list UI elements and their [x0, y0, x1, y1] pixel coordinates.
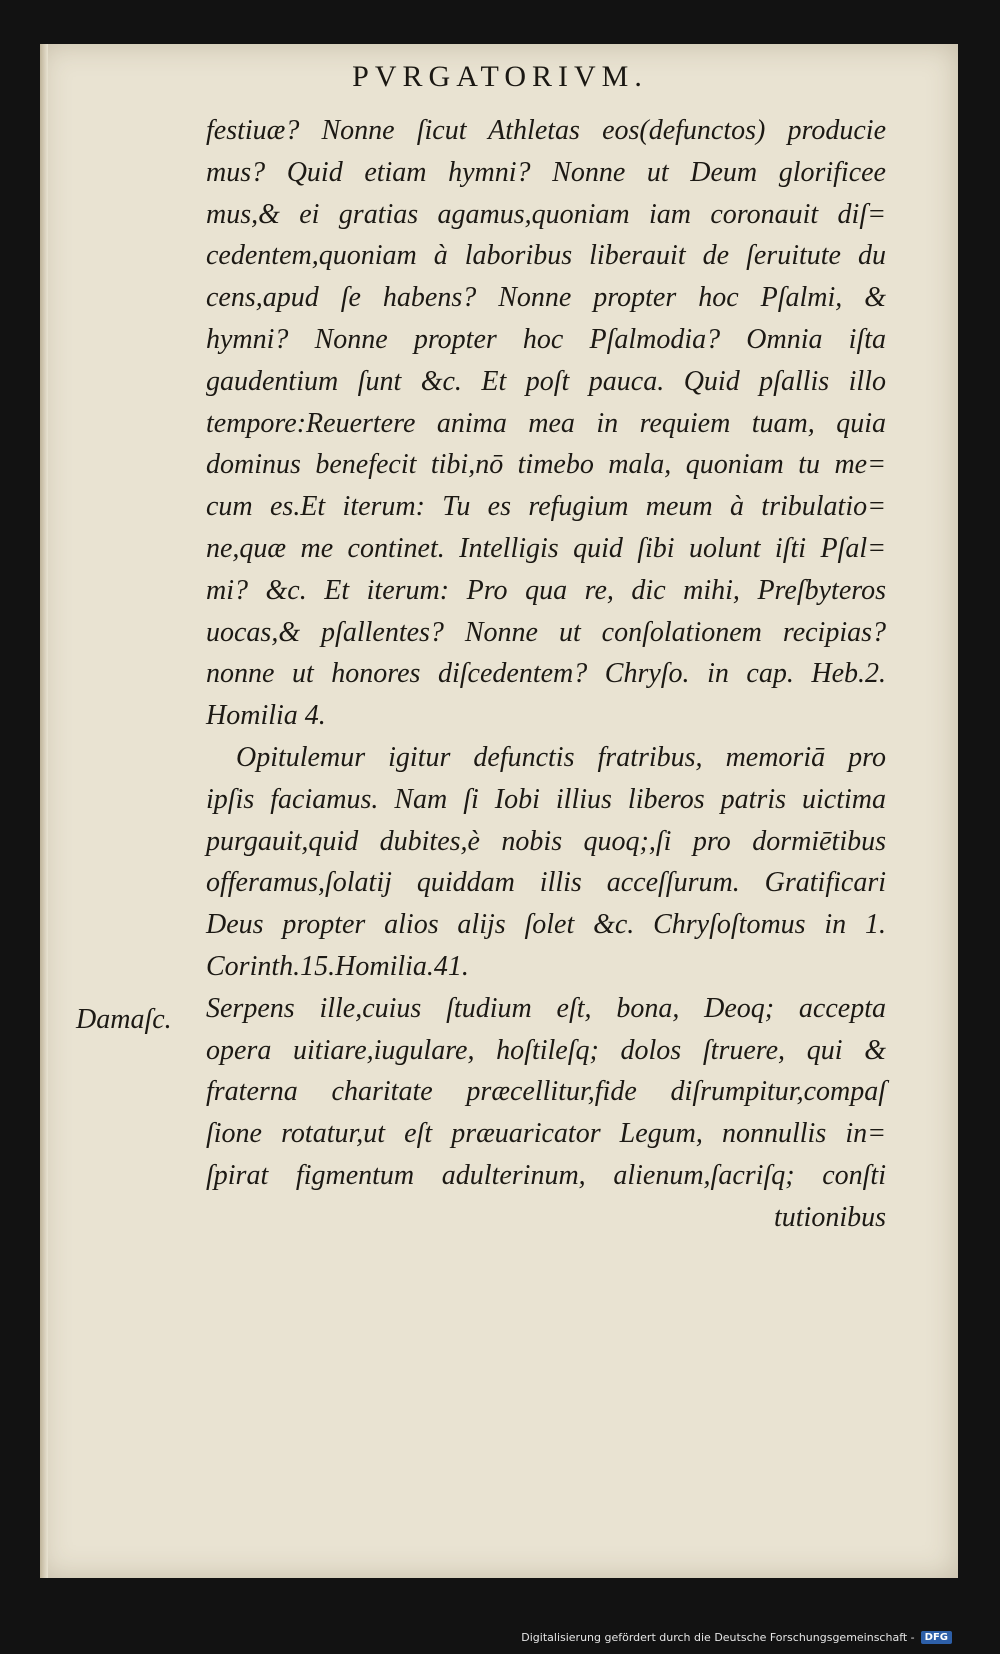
text-line: fraterna charitate præcellitur,fide diſrumpitur,compaſ — [206, 1076, 886, 1108]
page-gutter-edge — [40, 44, 48, 1578]
footer-text: Digitalisierung gefördert durch die Deutsche Forschungsgemeinschaft - — [521, 1631, 915, 1644]
catchword: tutionibus — [773, 1201, 886, 1233]
text-line: mus,& ei gratias agamus,quoniam iam coronauit diſ= — [206, 198, 886, 230]
text-line: ipſis faciamus. Nam ſi Iobi illius liberos patris uictima — [206, 783, 886, 815]
text-line: cedentem,quoniam à laboribus liberauit de ſeruitute du — [206, 240, 886, 272]
text-line: hymni? Nonne propter hoc Pſalmodia? Omnia iſta — [206, 323, 886, 355]
text-line: Serpens ille,cuius ſtudium eſt, bona, Deoq; accepta — [206, 992, 886, 1024]
text-line: cens,apud ſe habens? Nonne propter hoc Pſalmi, & — [206, 282, 886, 314]
dfg-logo: DFG — [921, 1631, 952, 1644]
text-line: nonne ut honores diſcedentem? Chryſo. in cap. Heb.2. — [206, 658, 886, 690]
text-line: tempore:Reuertere anima mea in requiem tuam, quia — [206, 407, 886, 439]
text-line: mus? Quid etiam hymni? Nonne ut Deum glorificee — [206, 156, 886, 188]
text-line: dominus benefecit tibi,nō timebo mala, quoniam tu me= — [206, 449, 886, 481]
text-line: ſpirat figmentum adulterinum, alienum,ſacriſq; conſti — [206, 1159, 886, 1191]
text-line: purgauit,quid dubites,è nobis quoq;,ſi pro dormiētibus — [206, 825, 886, 857]
text-line: opera uitiare,iugulare, hoſtileſq; dolos ſtruere, qui & — [206, 1034, 886, 1066]
text-line: uocas,& pſallentes? Nonne ut conſolationem recipias? — [206, 616, 886, 648]
text-line: cum es.Et iterum: Tu es refugium meum à tribulatio= — [206, 491, 886, 523]
text-line: Deus propter alios alijs ſolet &c. Chryſoſtomus in 1. — [206, 909, 886, 941]
running-head: PVRGATORIVM. — [352, 60, 648, 93]
digitization-footer — [521, 1631, 952, 1644]
text-line: Corinth.15.Homilia.41. — [206, 950, 469, 982]
text-line: Homilia 4. — [206, 700, 326, 732]
text-line: Opitulemur igitur defunctis fratribus, memoriā pro — [236, 741, 886, 773]
text-line: gaudentium ſunt &c. Et poſt pauca. Quid pſallis illo — [206, 365, 886, 397]
text-line: festiuæ? Nonne ſicut Athletas eos(defunctos) producie — [206, 115, 886, 146]
marginal-note: Damaſc. — [76, 1004, 172, 1035]
text-line: offeramus,ſolatij quiddam illis acceſſurum. Gratificari — [206, 867, 886, 899]
text-line: ſione rotatur,ut eſt præuaricator Legum, nonnullis in= — [206, 1118, 886, 1150]
text-line: ne,quæ me continet. Intelligis quid ſibi uolunt iſti Pſal= — [206, 532, 886, 564]
text-line: mi? &c. Et iterum: Pro qua re, dic mihi, Preſbyteros — [206, 574, 886, 606]
body-text — [206, 110, 886, 1239]
